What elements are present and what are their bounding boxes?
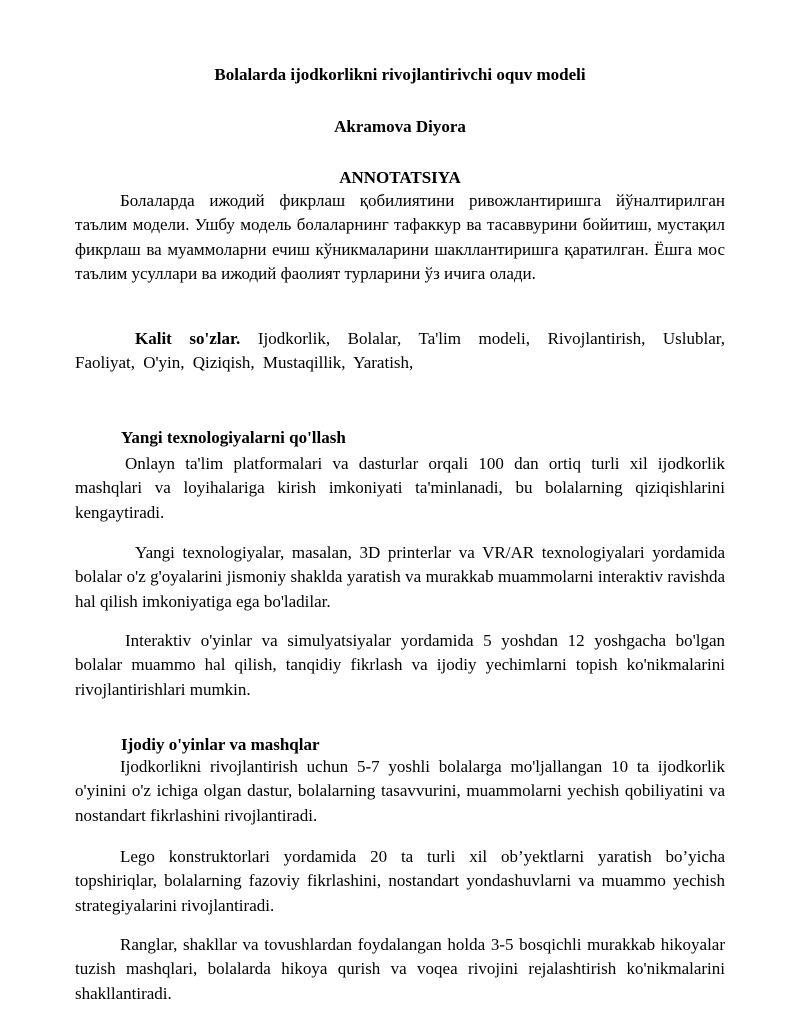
section-paragraph: Yangi texnologiyalar, masalan, 3D printerlar va VR/AR texnologiyalari yordamida bolalar o'z g'oyalarini jismoniy shaklda yaratish va murakkab muammolarni interaktiv ravishda hal qilish imkoniyatiga ega bo'ladilar. <box>75 543 725 611</box>
abstract-heading: ANNOTATSIYA <box>339 168 461 187</box>
section-paragraph: Ijodkorlikni rivojlantirish uchun 5-7 yoshli bolalarga mo'ljallangan 10 ta ijodkorlik o'yinini o'z ichiga olgan dastur, bolalarning tasavvurini, muammolarni yechish qobiliyatini va nostandart fikrlashini rivojlantiradi. <box>75 757 725 825</box>
keywords-label: Kalit so'zlar. <box>135 329 241 348</box>
section-heading: Ijodiy o'yinlar va mashqlar <box>121 735 320 754</box>
section-paragraph: Lego konstruktorlari yordamida 20 ta turli xil ob’yektlarni yaratish bo’yicha topshiriqlar, bolalarning fazoviy fikrlashini, nostandart yondashuvlarni va muammo yechish strategiyalarini rivojlantiradi. <box>75 847 725 915</box>
abstract-text: Болаларда ижодий фикрлаш қобилиятини ривожлантиришга йўналтирилган таълим модели. Ушбу модель болаларнинг тафаккур ва тасаввурини бойитиш, мустақил фикрлаш ва муаммоларни ечиш кўникмаларини шакллантиришга қаратилган. Ёшга мос таълим усуллари ва ижодий фаолият турларини ўз ичига олади. <box>75 191 725 283</box>
paper-title: Bolalarda ijodkorlikni rivojlantirivchi oquv modeli <box>214 65 586 84</box>
author-name: Akramova Diyora <box>334 117 466 136</box>
section-paragraph: Onlayn ta'lim platformalari va dasturlar orqali 100 dan ortiq turli xil ijodkorlik mashqlari va loyihalariga kirish imkoniyati ta'minlanadi, bu bolalarning qiziqishlarini kengaytiradi. <box>75 454 725 522</box>
section-paragraph: Interaktiv o'yinlar va simulyatsiyalar yordamida 5 yoshdan 12 yoshgacha bo'lgan bolalar muammo hal qilish, tanqidiy fikrlash va ijodiy yechimlarni topish ko'nikmalarini rivojlantirishlari mumkin. <box>75 631 725 699</box>
keywords-list: Ijodkorlik, Bolalar, Ta'lim modeli, Rivojlantirish, Uslublar, Faoliyat, O'yin, Qiziqish, Mustaqillik, Yaratish, <box>75 329 725 373</box>
keywords-block <box>75 327 725 376</box>
section-heading: Yangi texnologiyalarni qo'llash <box>121 428 346 447</box>
section-paragraph: Ranglar, shakllar va tovushlardan foydalangan holda 3-5 bosqichli murakkab hikoyalar tuzish mashqlari, bolalarda hikoya qurish va voqea rivojini rejalashtirish ko'nikmalarini shakllantiradi. <box>75 935 725 1003</box>
